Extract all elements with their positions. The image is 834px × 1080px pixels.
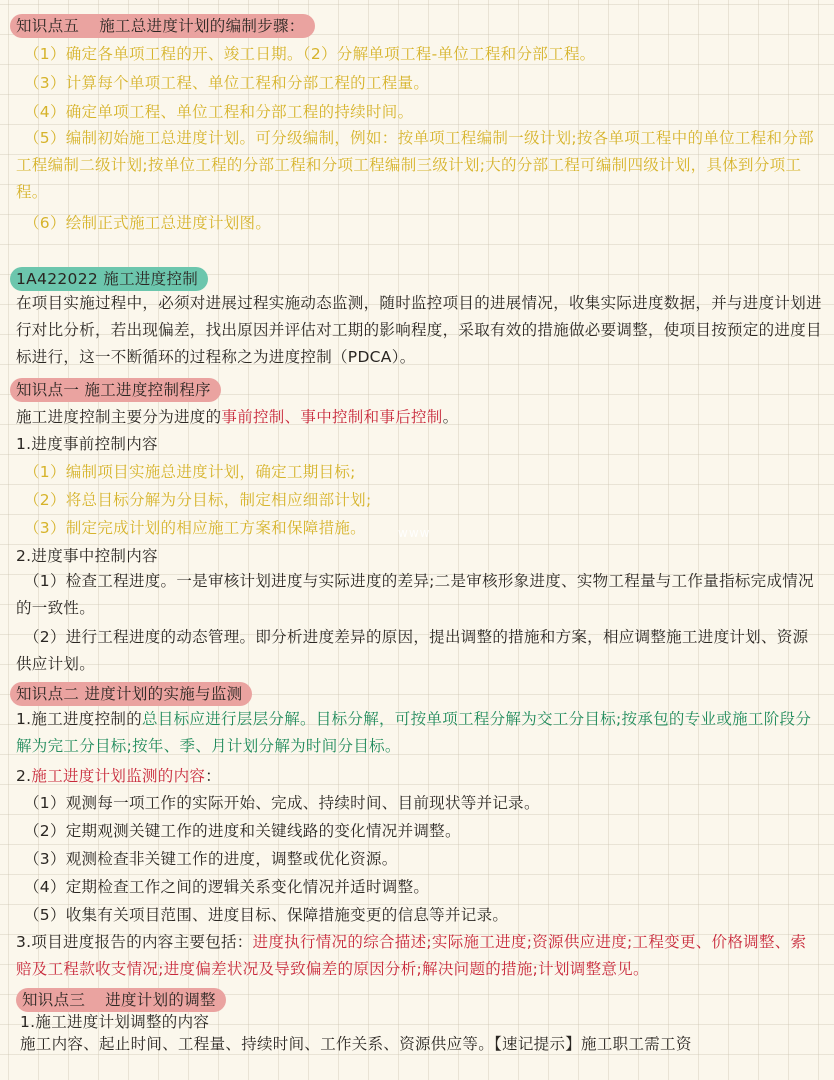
point2-p2-highlight: 施工进度计划监测的内容 bbox=[31, 767, 206, 785]
point1-summary-highlight: 事前控制、事中控制和事后控制 bbox=[221, 408, 443, 426]
monitor-item-5: （5）收集有关项目范围、进度目标、保障措施变更的信息等并记录。 bbox=[24, 906, 509, 924]
point2-p1-highlight: 总目标应进行层层分解。目标分解，可按单项工程分解为交工分目标;按承包的专业或施工阶段分解为完工分目标;按年、季、月计划分解为时间分目标。 bbox=[16, 710, 812, 755]
chapter-header bbox=[10, 267, 822, 291]
section5-item-2: （3）计算每个单项工程、单位工程和分部工程的工程量。 bbox=[24, 74, 430, 92]
point2-p2-prefix: 2. bbox=[16, 767, 32, 785]
point1-sub1-heading: 1.进度事前控制内容 bbox=[16, 435, 158, 453]
chapter-highlight bbox=[10, 267, 208, 291]
point3-highlight bbox=[16, 988, 226, 1012]
section5-item-4: （5）编制初始施工总进度计划。可分级编制，例如：按单项工程编制一级计划;按各单项工程中的单位工程和分部工程编制二级计划;按单位工程的分部工程和分项工程编制三级计划;大的分部工程可编制四级计划，具体到分项工程。 bbox=[16, 129, 814, 201]
watermark: www bbox=[398, 526, 431, 540]
monitor-item-2: （2）定期观测关键工作的进度和关键线路的变化情况并调整。 bbox=[24, 822, 461, 840]
point2-tag: 知识点二 bbox=[16, 685, 80, 703]
monitor-item-1: （1）观测每一项工作的实际开始、完成、持续时间、目前现状等并记录。 bbox=[24, 794, 540, 812]
point3-title: 进度计划的调整 bbox=[105, 991, 216, 1009]
section5-title: 施工总进度计划的编制步骤： bbox=[99, 17, 305, 35]
section5-header bbox=[10, 14, 822, 38]
monitor-item-3: （3）观测检查非关键工作的进度，调整或优化资源。 bbox=[24, 850, 398, 868]
point3-header bbox=[16, 988, 822, 1012]
point2-highlight bbox=[10, 682, 252, 706]
point2-paragraph-2 bbox=[16, 766, 822, 786]
point2-p3-prefix: 3.项目进度报告的内容主要包括： bbox=[16, 933, 253, 951]
point1-tag: 知识点一 bbox=[16, 381, 80, 399]
point2-header bbox=[10, 682, 822, 706]
chapter-code: 1A422022 bbox=[16, 270, 99, 288]
point1-header bbox=[10, 378, 822, 402]
point2-p3-highlight: 进度执行情况的综合描述;实际施工进度;资源供应进度;工程变更、价格调整、索赔及工程款收支情况;进度偏差状况及导致偏差的原因分析;解决问题的措施;计划调整意见。 bbox=[16, 933, 807, 978]
point2-p1-prefix: 1.施工进度控制的 bbox=[16, 710, 142, 728]
point1-summary bbox=[16, 407, 822, 427]
point3-tag: 知识点三 bbox=[22, 991, 86, 1009]
section5-tag: 知识点五 bbox=[16, 17, 80, 35]
chapter-title: 施工进度控制 bbox=[103, 270, 199, 288]
point1-sub2-item-1: （1）检查工程进度。一是审核计划进度与实际进度的差异;二是审核形象进度、实物工程量与工作量指标完成情况的一致性。 bbox=[16, 572, 814, 617]
section5-item-5: （6）绘制正式施工总进度计划图。 bbox=[24, 214, 272, 232]
point3-sub1-heading: 1.施工进度计划调整的内容 bbox=[20, 1013, 210, 1031]
point1-summary-prefix: 施工进度控制主要分为进度的 bbox=[16, 408, 222, 426]
point1-sub1-item-2: （2）将总目标分解为分目标，制定相应细部计划; bbox=[24, 491, 372, 509]
point1-sub1-item-1: （1）编制项目实施总进度计划，确定工期目标; bbox=[24, 463, 356, 481]
point2-p2-suffix: ： bbox=[205, 767, 222, 785]
point1-sub1-item-3: （3）制定完成计划的相应施工方案和保障措施。 bbox=[24, 519, 366, 537]
point2-paragraph-1 bbox=[16, 706, 822, 760]
chapter-intro: 在项目实施过程中，必须对进展过程实施动态监测，随时监控项目的进展情况，收集实际进度数据，并与进度计划进行对比分析，若出现偏差，找出原因并评估对工期的影响程度，采取有效的措施做必要调整，使项目按预定的进度目标进行，这一不断循环的过程称之为进度控制（PDCA）。 bbox=[16, 294, 822, 366]
point1-summary-suffix: 。 bbox=[442, 408, 459, 426]
point1-title: 施工进度控制程序 bbox=[84, 381, 211, 399]
section5-tag-highlight bbox=[10, 14, 315, 38]
section5-item-3: （4）确定单项工程、单位工程和分部工程的持续时间。 bbox=[24, 103, 414, 121]
point1-sub2-heading: 2.进度事中控制内容 bbox=[16, 547, 158, 565]
point1-highlight bbox=[10, 378, 221, 402]
point1-sub2-item-2: （2）进行工程进度的动态管理。即分析进度差异的原因，提出调整的措施和方案，相应调整施工进度计划、资源供应计划。 bbox=[16, 628, 809, 673]
section5-item-1: （1）确定各单项工程的开、竣工日期。（2）分解单项工程-单位工程和分部工程。 bbox=[24, 45, 596, 63]
point2-paragraph-3 bbox=[16, 929, 822, 983]
point3-content: 施工内容、起止时间、工程量、持续时间、工作关系、资源供应等。【速记提示】施工职工需工资 bbox=[20, 1035, 692, 1053]
monitor-item-4: （4）定期检查工作之间的逻辑关系变化情况并适时调整。 bbox=[24, 878, 430, 896]
point2-title: 进度计划的实施与监测 bbox=[84, 685, 243, 703]
